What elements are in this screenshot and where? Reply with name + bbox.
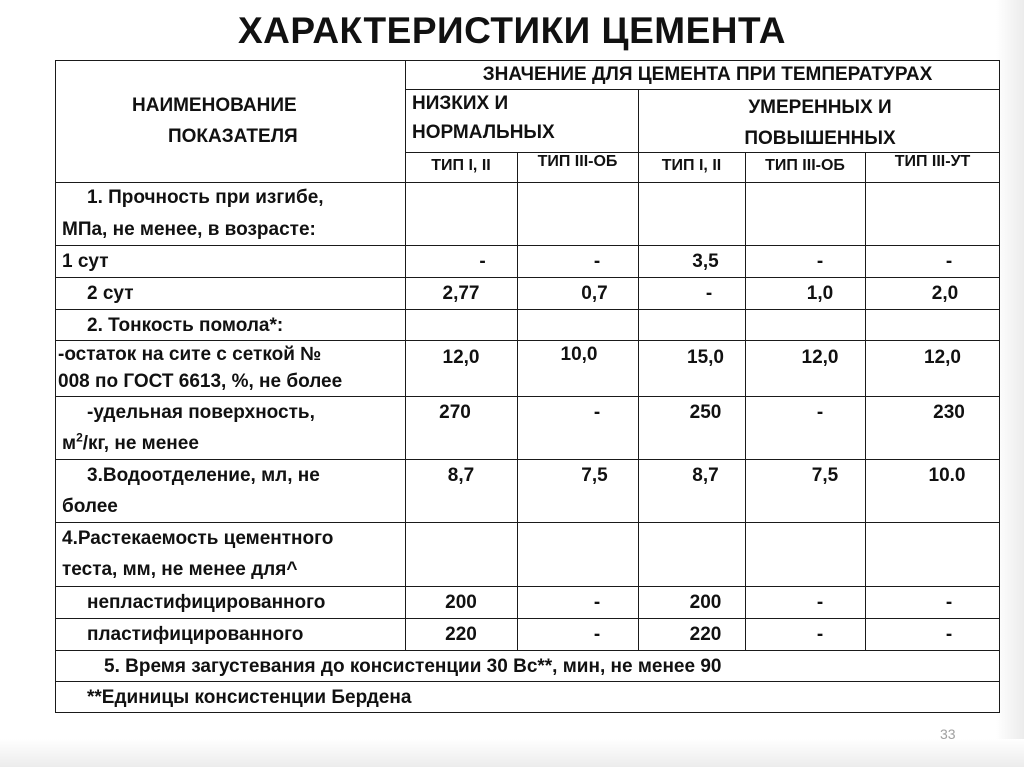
- row-label-surface-line-1: -удельная поверхность,: [87, 402, 315, 423]
- cell-value: 12,0: [924, 347, 961, 368]
- unit-rest: /кг, не менее: [82, 433, 199, 454]
- row-label: 2. Тонкость помола*:: [87, 315, 284, 336]
- row-label-sieve-line-2: 008 по ГОСТ 6613, %, не более: [58, 371, 343, 392]
- header-low-line-1: НИЗКИХ И: [412, 93, 509, 114]
- cell-value: 7,5: [811, 465, 839, 486]
- cell-value: 1,0: [806, 283, 834, 304]
- cell-value: 220: [445, 624, 477, 645]
- cell-value: 12,0: [801, 347, 839, 368]
- row-label: 2 сут: [87, 283, 134, 304]
- cell-value: 200: [689, 592, 722, 613]
- row-label: пластифицированного: [87, 624, 304, 645]
- cell-value: 7,5: [581, 465, 608, 486]
- header-high-line-1: УМЕРЕННЫХ И: [748, 97, 892, 118]
- header-high-line-2: ПОВЫШЕННЫХ: [744, 128, 896, 149]
- cell-value: -: [816, 592, 824, 613]
- cell-value: 15,0: [687, 347, 724, 368]
- footer-row-setting-time: 5. Время загустевания до консистенции 30 Вс**, мин, не менее 90: [104, 656, 722, 677]
- cell-value: -: [593, 592, 601, 613]
- unit-m: м: [62, 433, 77, 454]
- cell-value: 2,77: [442, 283, 480, 304]
- cell-value: 12,0: [442, 347, 480, 368]
- cell-value: -: [593, 624, 601, 645]
- cell-value: -: [593, 251, 601, 272]
- slide-edge-shading: [996, 0, 1024, 767]
- cell-value: -: [945, 251, 953, 272]
- cell-value: -: [816, 402, 824, 423]
- row-label-spread-line-1: 4.Растекаемость цементного: [62, 528, 334, 549]
- header-type-5: ТИП III-УТ: [894, 153, 971, 170]
- cell-value: 8,7: [447, 465, 475, 486]
- cell-value: -: [945, 592, 953, 613]
- cell-value: -: [816, 624, 824, 645]
- header-name-line-1: НАИМЕНОВАНИЕ: [132, 95, 297, 116]
- row-label-surface-line-2: [62, 428, 199, 459]
- cell-value: -: [705, 283, 713, 304]
- cell-value: 10,0: [560, 344, 598, 365]
- header-type-2: ТИП III-ОБ: [537, 153, 618, 170]
- header-type-1: ТИП I, II: [431, 157, 491, 174]
- row-label-water-line-2: более: [62, 496, 118, 517]
- cell-value: 270: [439, 402, 471, 423]
- row-label-strength-line-1: 1. Прочность при изгибе,: [87, 187, 324, 208]
- slide-title: ХАРАКТЕРИСТИКИ ЦЕМЕНТА: [238, 10, 786, 51]
- table-border-left: [55, 60, 56, 713]
- cell-value: 230: [933, 402, 965, 423]
- row-label-sieve-line-1: -остаток на сите с сеткой №: [58, 344, 322, 365]
- cell-value: -: [816, 251, 824, 272]
- cell-value: -: [945, 624, 953, 645]
- header-type-4: ТИП III-ОБ: [765, 157, 845, 174]
- cell-value: 3,5: [692, 251, 719, 272]
- cell-value: 0,7: [581, 283, 608, 304]
- cell-value: -: [479, 251, 486, 272]
- slide-bottom-shading: [0, 739, 1024, 767]
- cell-value: -: [593, 402, 601, 423]
- header-low-line-2: НОРМАЛЬНЫХ: [412, 122, 555, 143]
- unit-superscript: 2: [76, 430, 83, 445]
- cell-value: 8,7: [692, 465, 719, 486]
- row-label-strength-line-2: МПа, не менее, в возрасте:: [62, 219, 316, 240]
- header-group: ЗНАЧЕНИЕ ДЛЯ ЦЕМЕНТА ПРИ ТЕМПЕРАТУРАХ: [482, 64, 933, 85]
- cell-value: 220: [689, 624, 722, 645]
- cell-value: 10.0: [928, 465, 966, 486]
- header-name-line-2: ПОКАЗАТЕЛЯ: [168, 126, 298, 147]
- cell-value: 2,0: [931, 283, 959, 304]
- header-type-3: ТИП I, II: [661, 157, 722, 174]
- row-label: непластифицированного: [87, 592, 326, 613]
- footer-row-note: **Единицы консистенции Бердена: [87, 687, 412, 708]
- row-label: 1 сут: [62, 251, 109, 272]
- row-label-water-line-1: 3.Водоотделение, мл, не: [87, 465, 320, 486]
- cell-value: 250: [689, 402, 722, 423]
- row-label-spread-line-2: теста, мм, не менее для^: [62, 559, 298, 580]
- cell-value: 200: [445, 592, 477, 613]
- page-number: 33: [940, 726, 956, 742]
